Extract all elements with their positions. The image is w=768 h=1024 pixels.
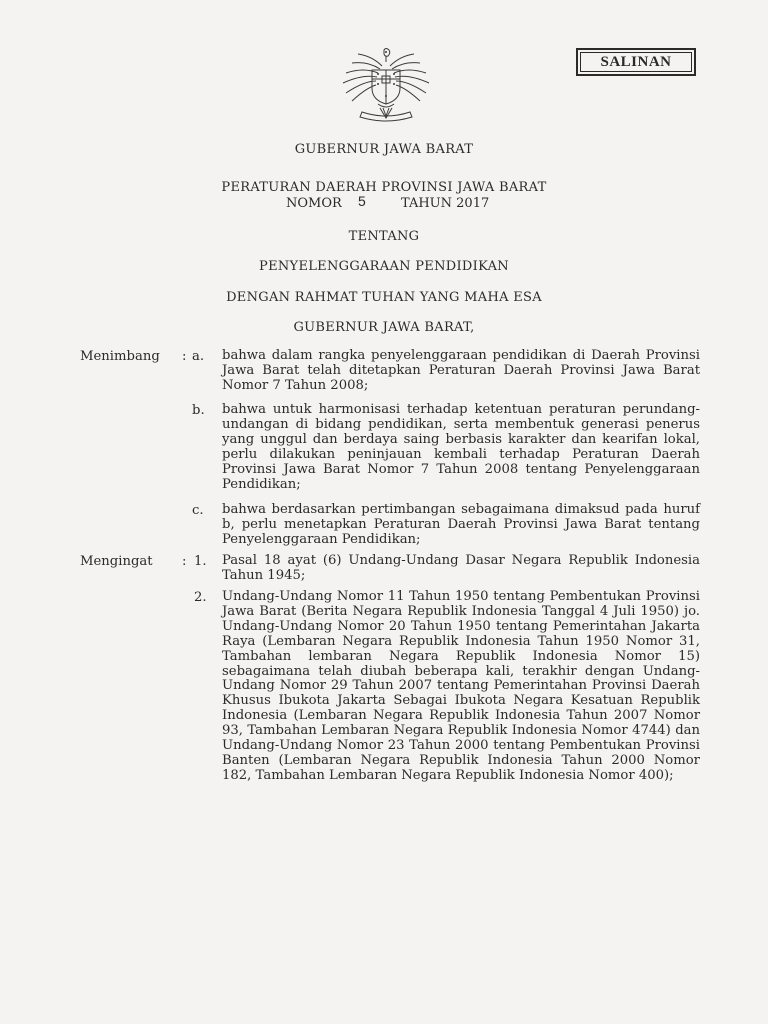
mengingat-item-2: Undang-Undang Nomor 11 Tahun 1950 tentang Pembentukan Provinsi Jawa Barat (Berita Negara Republik Indonesia Tanggal 4 Juli 1950) jo. Undang-Undang Nomor 20 Tahun 1950 tentang Pemerintahan Jakarta Raya (Lembaran Negara Republik Indonesia Tahun 1950 Nomor 31, Tambahan lembaran Negara Republik Indonesia Nomor 15) sebagaimana telah diubah beberapa kali, terakhir dengan Undang-Undang Nomor 29 Tahun 2007 tentang Pemerintahan Provinsi Daerah Khusus Ibukota Jakarta Sebagai Ibukota Negara Kesatuan Republik Indonesia (Lembaran Negara Republik Indonesia Tahun 2007 Nomor 93, Tambahan Lembaran Negara Republik Indonesia Nomor 4744) dan Undang-Undang Nomor 23 Tahun 2000 tentang Pembentukan Provinsi Banten (Lembaran Negara Republik Indonesia Tahun 2000 Nomor 182, Tambahan Lembaran Negara Republik Indonesia Nomor 400); <box>222 589 700 783</box>
garuda-emblem-icon <box>338 46 434 124</box>
nomor-value: 5 <box>358 193 366 209</box>
subject-heading: PENYELENGGARAAN PENDIDIKAN <box>259 259 509 274</box>
salinan-stamp <box>576 48 696 76</box>
menimbang-mark-a: a. <box>192 349 205 364</box>
menimbang-mark-b: b. <box>192 403 205 418</box>
regulation-title: PERATURAN DAERAH PROVINSI JAWA BARAT <box>221 180 547 195</box>
mengingat-mark-2: 2. <box>194 590 207 605</box>
salinan-label: SALINAN <box>600 53 672 70</box>
nomor-label: NOMOR <box>286 196 342 211</box>
menimbang-item-b: bahwa untuk harmonisasi terhadap ketentuan peraturan perundang-undangan di bidang pendidikan, serta membentuk generasi penerus yang unggul dan berdaya saing berbasis karakter dan kearifan lokal, perlu dilakukan peninjauan kembali terhadap Peraturan Daerah Provinsi Jawa Barat Nomor 7 Tahun 2008 tentang Penyelenggaraan Pendidikan; <box>222 402 700 492</box>
menimbang-colon: : <box>182 349 187 364</box>
menimbang-item-c: bahwa berdasarkan pertimbangan sebagaimana dimaksud pada huruf b, perlu menetapkan Peraturan Daerah Provinsi Jawa Barat tentang Penyelenggaraan Pendidikan; <box>222 502 700 547</box>
menimbang-label: Menimbang <box>80 349 160 364</box>
issuer-with-comma: GUBERNUR JAWA BARAT, <box>293 320 475 335</box>
tahun-label: TAHUN 2017 <box>401 196 490 211</box>
preamble-line: DENGAN RAHMAT TUHAN YANG MAHA ESA <box>226 290 542 305</box>
tentang-heading: TENTANG <box>348 229 420 244</box>
issuer-heading: GUBERNUR JAWA BARAT <box>294 142 474 157</box>
menimbang-item-a: bahwa dalam rangka penyelenggaraan pendidikan di Daerah Provinsi Jawa Barat telah ditetapkan Peraturan Daerah Provinsi Jawa Barat Nomor 7 Tahun 2008; <box>222 348 700 393</box>
mengingat-mark-1: 1. <box>194 554 207 569</box>
mengingat-label: Mengingat <box>80 554 153 569</box>
mengingat-item-1: Pasal 18 ayat (6) Undang-Undang Dasar Negara Republik Indonesia Tahun 1945; <box>222 553 700 583</box>
menimbang-mark-c: c. <box>192 503 204 518</box>
mengingat-colon: : <box>182 554 187 569</box>
